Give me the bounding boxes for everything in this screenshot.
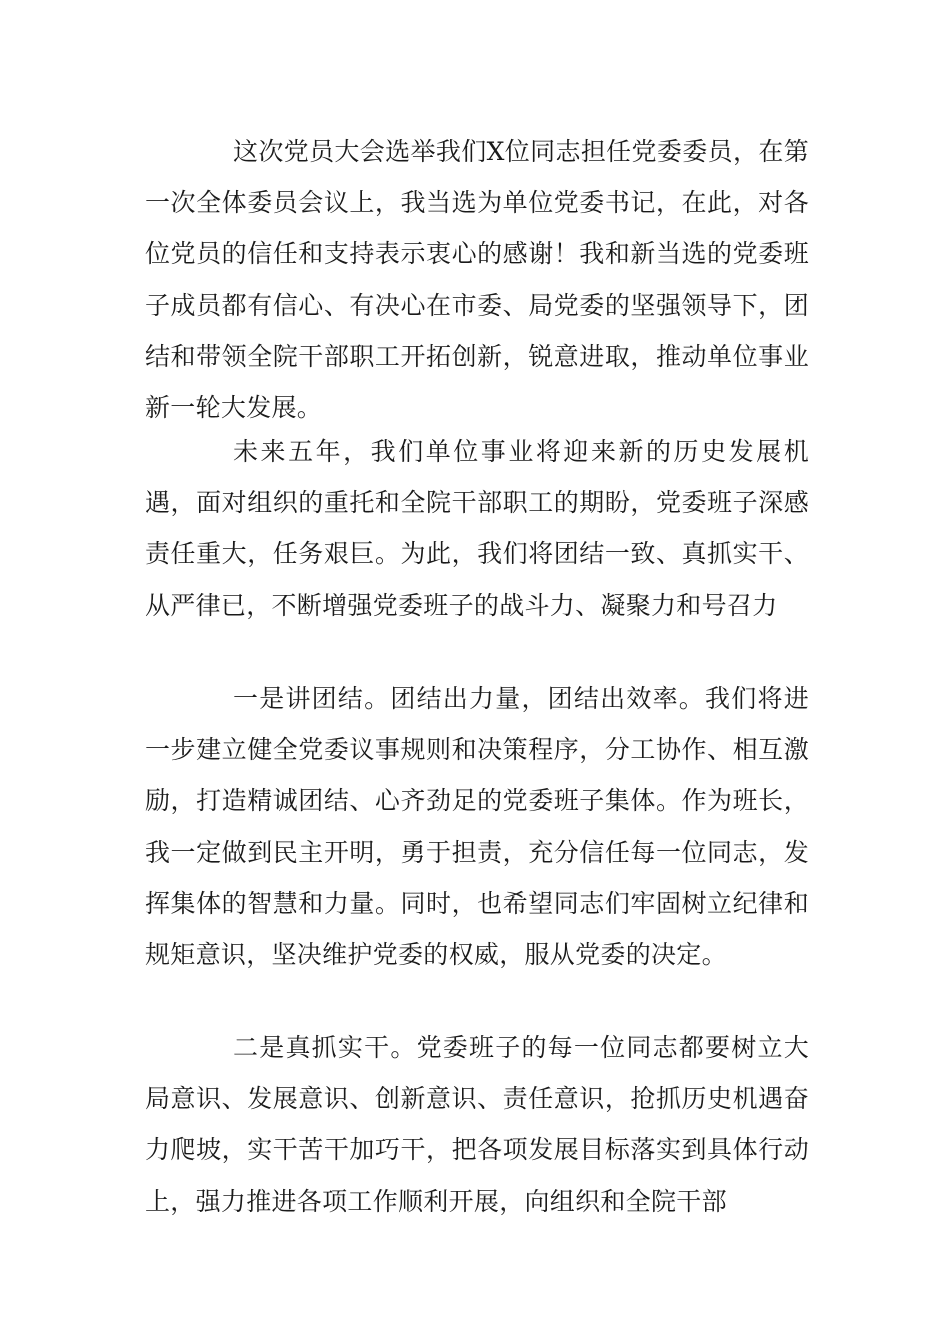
paragraph-election-thanks: 这次党员大会选举我们X位同志担任党委委员，在第一次全体委员会议上，我当选为单位党委书记，在此，对各位党员的信任和支持表示衷心的感谢！我和新当选的党委班子成员都有信心、有决心在市委、局党委的坚强领导下，团结和带领全院干部职工开拓创新，锐意进取，推动单位事业新一轮大发展。	[145, 137, 809, 423]
paragraph-unity: 一是讲团结。团结出力量，团结出效率。我们将进一步建立健全党委议事规则和决策程序，分工协作、相互激励，打造精诚团结、心齐劲足的党委班子集体。作为班长，我一定做到民主开明，勇于担责，充分信任每一位同志，发挥集体的智慧和力量。同时，也希望同志们牢固树立纪律和规矩意识，坚决维护党委的权威，服从党委的决定。	[145, 684, 809, 970]
paragraph-hard-work: 二是真抓实干。党委班子的每一位同志都要树立大局意识、发展意识、创新意识、责任意识，抢抓历史机遇奋力爬坡，实干苦干加巧干，把各项发展目标落实到具体行动上，强力推进各项工作顺利开展，向组织和全院干部	[145, 1033, 809, 1216]
paragraph-future-five-years: 未来五年，我们单位事业将迎来新的历史发展机遇，面对组织的重托和全院干部职工的期盼，党委班子深感责任重大，任务艰巨。为此，我们将团结一致、真抓实干、从严律已，不断增强党委班子的战斗力、凝聚力和号召力	[145, 437, 809, 620]
